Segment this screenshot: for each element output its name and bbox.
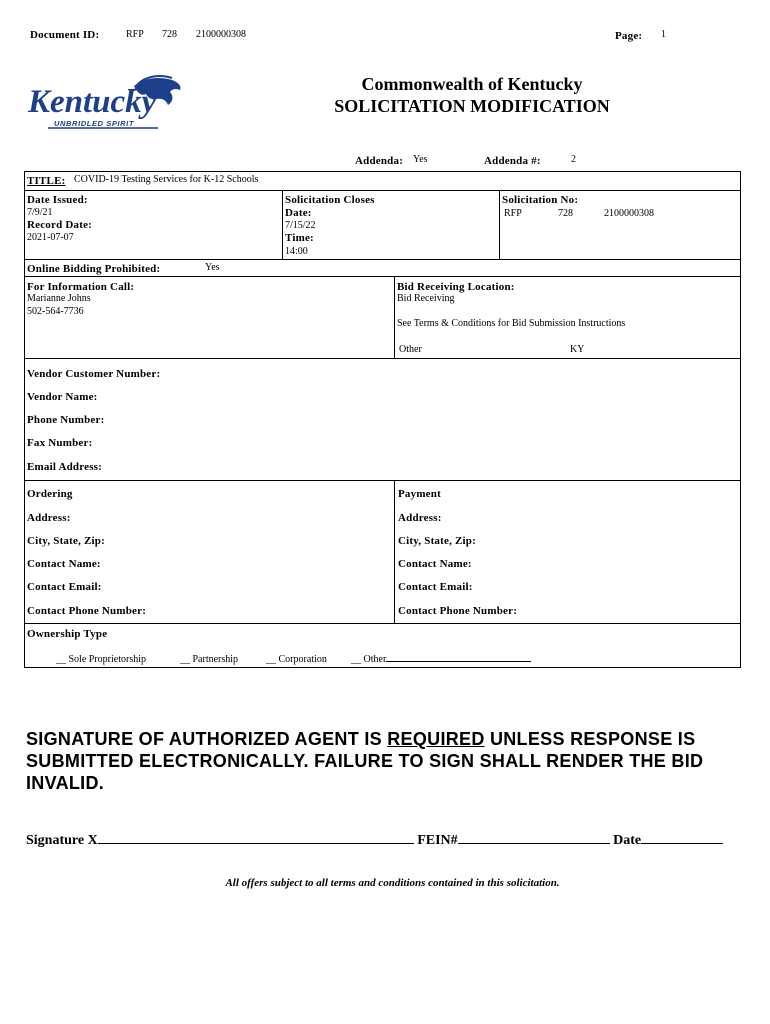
horse-icon (26, 72, 186, 134)
ordering-contact-email-label: Contact Email: (27, 581, 102, 593)
kentucky-logo (26, 72, 186, 134)
record-date-label: Record Date: (27, 219, 93, 231)
fein-input-line[interactable] (458, 843, 610, 844)
signature-label: Signature X (26, 833, 98, 848)
title-value: COVID-19 Testing Services for K-12 Schools (74, 174, 259, 185)
addenda-number-value: 2 (571, 154, 576, 165)
payment-heading: Payment (398, 488, 441, 500)
vendor-fax-label: Fax Number: (27, 437, 93, 449)
bid-location-state: KY (570, 344, 585, 355)
title-line-2: SOLICITATION MODIFICATION (334, 96, 610, 116)
logo-tagline: UNBRIDLED SPIRIT (54, 119, 135, 128)
online-bidding-label: Online Bidding Prohibited: (27, 263, 161, 275)
payment-address-label: Address: (398, 512, 442, 524)
addenda-value: Yes (413, 154, 428, 165)
online-bidding-value: Yes (205, 262, 220, 273)
signature-input-line[interactable] (98, 843, 414, 844)
solicitation-number-code: 728 (558, 208, 573, 219)
vendor-email-label: Email Address: (27, 461, 103, 473)
signature-warning-required: REQUIRED (387, 729, 485, 749)
ordering-address-label: Address: (27, 512, 71, 524)
time-label: Time: (285, 232, 314, 244)
fein-label: FEIN# (417, 833, 458, 848)
ordering-contact-phone-label: Contact Phone Number: (27, 605, 147, 617)
solicitation-number-label: Solicitation No: (502, 194, 579, 206)
date-label: Date (613, 833, 642, 848)
date-input-line[interactable] (641, 843, 723, 844)
addenda-label: Addenda: (355, 155, 404, 167)
page-number: 1 (661, 29, 666, 40)
vendor-customer-number-label: Vendor Customer Number: (27, 368, 161, 380)
closes-date-label: Date: (285, 207, 312, 219)
document-number: 2100000308 (196, 29, 246, 40)
bid-receiving-location-value: Bid Receiving (397, 293, 455, 304)
bid-terms-note: See Terms & Conditions for Bid Submission Instructions (397, 318, 626, 329)
solicitation-number-value: 2100000308 (604, 208, 654, 219)
information-call-label: For Information Call: (27, 281, 135, 293)
ownership-option-partnership[interactable]: __ Partnership (180, 654, 239, 665)
vendor-phone-label: Phone Number: (27, 414, 105, 426)
vendor-name-label: Vendor Name: (27, 391, 98, 403)
ordering-heading: Ordering (27, 488, 73, 500)
ownership-option-sole-proprietorship[interactable]: __ Sole Proprietorship (56, 654, 146, 665)
solicitation-closes-label: Solicitation Closes (285, 194, 375, 206)
ownership-option-other[interactable] (351, 654, 531, 665)
time-value: 14:00 (285, 246, 308, 257)
title-line-1: Commonwealth of Kentucky (361, 74, 583, 94)
closes-date-value: 7/15/22 (285, 220, 316, 231)
logo-word: Kentucky (28, 84, 157, 120)
addenda-number-label: Addenda #: (484, 155, 541, 167)
signature-warning-part2: UNLESS RESPONSE IS SUBMITTED ELECTRONICALLY. FAILURE TO SIGN SHALL RENDER THE BID INVALID. (26, 729, 704, 793)
bid-receiving-location-label: Bid Receiving Location: (397, 281, 515, 293)
date-issued-value: 7/9/21 (27, 207, 53, 218)
ownership-other-input-line[interactable] (386, 661, 531, 662)
ownership-option-corporation[interactable]: __ Corporation (266, 654, 327, 665)
ordering-contact-name-label: Contact Name: (27, 558, 101, 570)
payment-contact-phone-label: Contact Phone Number: (398, 605, 518, 617)
date-issued-label: Date Issued: (27, 194, 88, 206)
document-code: 728 (162, 29, 177, 40)
information-contact-name: Marianne Johns (27, 293, 91, 304)
payment-contact-name-label: Contact Name: (398, 558, 472, 570)
information-contact-phone: 502-564-7736 (27, 306, 84, 317)
signature-warning (26, 728, 756, 794)
signature-warning-part1: SIGNATURE OF AUTHORIZED AGENT IS (26, 729, 388, 749)
page-label: Page: (615, 30, 643, 42)
title-label: TITLE: (27, 175, 66, 187)
ownership-option-other-label: __ Other (351, 654, 387, 665)
bid-location-other: Other (399, 344, 422, 355)
payment-city-label: City, State, Zip: (398, 535, 476, 547)
record-date-value: 2021-07-07 (27, 232, 74, 243)
document-id-label: Document ID: (30, 29, 100, 41)
ownership-type-label: Ownership Type (27, 628, 108, 640)
document-type: RFP (126, 29, 144, 40)
signature-row (26, 833, 748, 849)
terms-footer-note: All offers subject to all terms and conditions contained in this solicitation. (225, 877, 560, 889)
payment-contact-email-label: Contact Email: (398, 581, 473, 593)
ordering-city-label: City, State, Zip: (27, 535, 105, 547)
solicitation-number-type: RFP (504, 208, 522, 219)
